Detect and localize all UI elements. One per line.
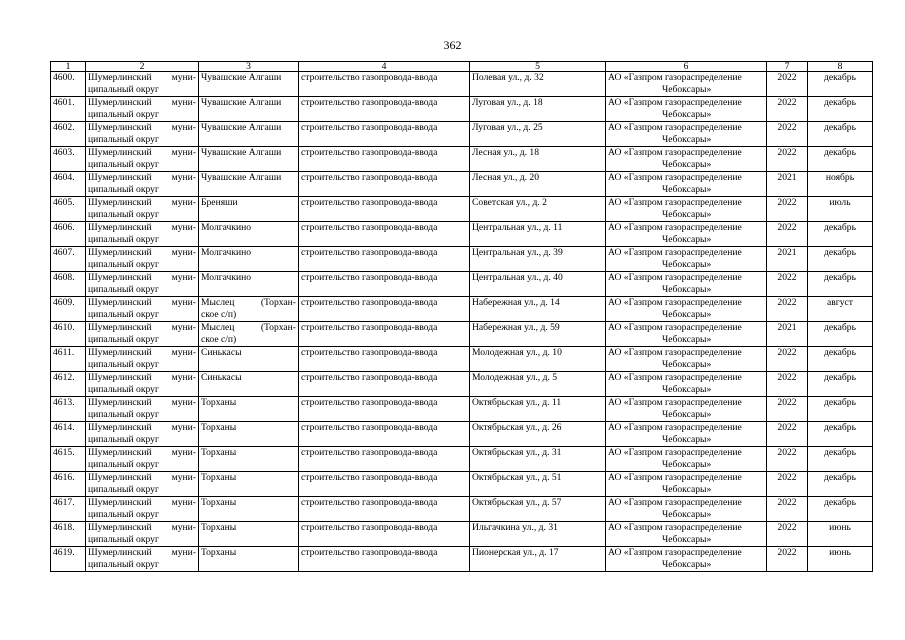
month-cell: декабрь: [808, 147, 873, 172]
year-cell: 2022: [767, 72, 808, 97]
year-cell: 2022: [767, 522, 808, 547]
district-cell-part: Шумерлинский: [88, 197, 152, 208]
district-cell-part: Шумерлинский: [88, 547, 152, 558]
table-body: [51, 72, 873, 572]
organization-name: АО «Газпром газораспределение: [608, 522, 742, 533]
row-number: 4607.: [51, 247, 86, 272]
district-cell-part: муни-: [171, 97, 196, 108]
column-header: 2: [86, 62, 199, 72]
year-cell: 2021: [767, 247, 808, 272]
address-cell: Полевая ул., д. 32: [470, 72, 606, 97]
organization-cell: [606, 122, 767, 147]
month-cell: июнь: [808, 522, 873, 547]
row-number: 4617.: [51, 497, 86, 522]
row-number: 4603.: [51, 147, 86, 172]
district-cell-part: ципальный округ: [88, 309, 159, 320]
organization-cell: [606, 497, 767, 522]
settlement-cell: Молгачкино: [199, 222, 299, 247]
district-cell-part: Шумерлинский: [88, 147, 152, 158]
organization-city: Чебоксары»: [662, 359, 712, 370]
organization-cell: [606, 522, 767, 547]
organization-city: Чебоксары»: [662, 159, 712, 170]
settlement-cell: Синькасы: [199, 372, 299, 397]
year-cell: 2022: [767, 447, 808, 472]
settlement-cell: Чувашские Алгаши: [199, 147, 299, 172]
district-cell-part: Шумерлинский: [88, 322, 152, 333]
district-cell: [86, 72, 199, 97]
organization-name: АО «Газпром газораспределение: [608, 197, 742, 208]
district-cell-part: ципальный округ: [88, 209, 159, 220]
row-number: 4619.: [51, 547, 86, 572]
organization-name: АО «Газпром газораспределение: [608, 397, 742, 408]
work-type-cell: строительство газопровода-ввода: [299, 147, 470, 172]
settlement-cell: Молгачкино: [199, 247, 299, 272]
year-cell: 2022: [767, 497, 808, 522]
district-cell: [86, 147, 199, 172]
district-cell-part: Шумерлинский: [88, 297, 152, 308]
table-row: [51, 147, 873, 172]
district-cell-part: муни-: [171, 472, 196, 483]
address-cell: Октябрьская ул., д. 51: [470, 472, 606, 497]
settlement-cell-part: (Торхан-: [260, 322, 296, 333]
settlement-cell: Торханы: [199, 522, 299, 547]
district-cell-part: Шумерлинский: [88, 347, 152, 358]
address-cell: Октябрьская ул., д. 26: [470, 422, 606, 447]
table-row: [51, 472, 873, 497]
organization-name: АО «Газпром газораспределение: [608, 297, 742, 308]
table-row: [51, 397, 873, 422]
district-cell-part: ципальный округ: [88, 109, 159, 120]
work-type-cell: строительство газопровода-ввода: [299, 97, 470, 122]
work-type-cell: строительство газопровода-ввода: [299, 197, 470, 222]
district-cell-part: муни-: [171, 322, 196, 333]
district-cell: [86, 122, 199, 147]
address-cell: Молодежная ул., д. 10: [470, 347, 606, 372]
settlement-cell: Торханы: [199, 472, 299, 497]
column-number-row: [51, 62, 873, 72]
month-cell: июнь: [808, 547, 873, 572]
settlement-cell: [199, 297, 299, 322]
district-cell-part: ципальный округ: [88, 559, 159, 570]
table-row: [51, 197, 873, 222]
column-header: 6: [606, 62, 767, 72]
organization-name: АО «Газпром газораспределение: [608, 547, 742, 558]
column-header: 4: [299, 62, 470, 72]
district-cell-part: ципальный округ: [88, 459, 159, 470]
month-cell: декабрь: [808, 447, 873, 472]
district-cell-part: муни-: [171, 297, 196, 308]
organization-city: Чебоксары»: [662, 109, 712, 120]
table-row: [51, 547, 873, 572]
district-cell-part: ципальный округ: [88, 384, 159, 395]
work-type-cell: строительство газопровода-ввода: [299, 122, 470, 147]
district-cell-part: Шумерлинский: [88, 172, 152, 183]
district-cell-part: муни-: [171, 247, 196, 258]
organization-name: АО «Газпром газораспределение: [608, 172, 742, 183]
district-cell-part: муни-: [171, 347, 196, 358]
table-row: [51, 422, 873, 447]
month-cell: декабрь: [808, 322, 873, 347]
work-type-cell: строительство газопровода-ввода: [299, 447, 470, 472]
organization-city: Чебоксары»: [662, 309, 712, 320]
district-cell-part: муни-: [171, 397, 196, 408]
work-type-cell: строительство газопровода-ввода: [299, 347, 470, 372]
month-cell: декабрь: [808, 222, 873, 247]
organization-name: АО «Газпром газораспределение: [608, 472, 742, 483]
table-row: [51, 72, 873, 97]
organization-name: АО «Газпром газораспределение: [608, 147, 742, 158]
organization-cell: [606, 272, 767, 297]
district-cell-part: ципальный округ: [88, 184, 159, 195]
district-cell: [86, 297, 199, 322]
table-row: [51, 322, 873, 347]
district-cell: [86, 322, 199, 347]
work-type-cell: строительство газопровода-ввода: [299, 72, 470, 97]
district-cell: [86, 172, 199, 197]
column-header: 7: [767, 62, 808, 72]
month-cell: декабрь: [808, 347, 873, 372]
table-row: [51, 447, 873, 472]
data-table: [50, 61, 873, 572]
year-cell: 2022: [767, 372, 808, 397]
address-cell: Лесная ул., д. 20: [470, 172, 606, 197]
address-cell: Луговая ул., д. 18: [470, 97, 606, 122]
organization-cell: [606, 422, 767, 447]
organization-cell: [606, 547, 767, 572]
district-cell: [86, 197, 199, 222]
organization-name: АО «Газпром газораспределение: [608, 447, 742, 458]
settlement-cell: Торханы: [199, 497, 299, 522]
district-cell-part: ципальный округ: [88, 159, 159, 170]
organization-cell: [606, 322, 767, 347]
district-cell-part: муни-: [171, 547, 196, 558]
row-number: 4602.: [51, 122, 86, 147]
work-type-cell: строительство газопровода-ввода: [299, 272, 470, 297]
district-cell-part: ципальный округ: [88, 334, 159, 345]
organization-name: АО «Газпром газораспределение: [608, 222, 742, 233]
organization-cell: [606, 447, 767, 472]
district-cell-part: Шумерлинский: [88, 272, 152, 283]
column-header: 8: [808, 62, 873, 72]
address-cell: Центральная ул., д. 11: [470, 222, 606, 247]
district-cell-part: муни-: [171, 172, 196, 183]
address-cell: Октябрьская ул., д. 11: [470, 397, 606, 422]
address-cell: Центральная ул., д. 40: [470, 272, 606, 297]
organization-city: Чебоксары»: [662, 434, 712, 445]
settlement-cell: Молгачкино: [199, 272, 299, 297]
table-row: [51, 497, 873, 522]
district-cell-part: муни-: [171, 497, 196, 508]
settlement-cell: Чувашские Алгаши: [199, 122, 299, 147]
district-cell-part: Шумерлинский: [88, 222, 152, 233]
organization-city: Чебоксары»: [662, 84, 712, 95]
work-type-cell: строительство газопровода-ввода: [299, 372, 470, 397]
district-cell: [86, 472, 199, 497]
district-cell: [86, 247, 199, 272]
organization-city: Чебоксары»: [662, 259, 712, 270]
district-cell-part: Шумерлинский: [88, 122, 152, 133]
year-cell: 2022: [767, 147, 808, 172]
district-cell-part: муни-: [171, 122, 196, 133]
organization-city: Чебоксары»: [662, 384, 712, 395]
organization-city: Чебоксары»: [662, 534, 712, 545]
settlement-cell: Торханы: [199, 397, 299, 422]
organization-name: АО «Газпром газораспределение: [608, 247, 742, 258]
settlement-cell: Чувашские Алгаши: [199, 72, 299, 97]
year-cell: 2021: [767, 172, 808, 197]
organization-name: АО «Газпром газораспределение: [608, 122, 742, 133]
table-row: [51, 297, 873, 322]
settlement-cell: Чувашские Алгаши: [199, 97, 299, 122]
organization-name: АО «Газпром газораспределение: [608, 347, 742, 358]
organization-city: Чебоксары»: [662, 509, 712, 520]
month-cell: август: [808, 297, 873, 322]
organization-city: Чебоксары»: [662, 409, 712, 420]
work-type-cell: строительство газопровода-ввода: [299, 497, 470, 522]
organization-cell: [606, 72, 767, 97]
settlement-cell-part: (Торхан-: [260, 297, 296, 308]
address-cell: Набережная ул., д. 59: [470, 322, 606, 347]
row-number: 4618.: [51, 522, 86, 547]
row-number: 4600.: [51, 72, 86, 97]
column-header: 5: [470, 62, 606, 72]
district-cell: [86, 397, 199, 422]
district-cell-part: муни-: [171, 197, 196, 208]
row-number: 4615.: [51, 447, 86, 472]
district-cell-part: муни-: [171, 72, 196, 83]
table-row: [51, 122, 873, 147]
row-number: 4608.: [51, 272, 86, 297]
month-cell: декабрь: [808, 397, 873, 422]
district-cell-part: ципальный округ: [88, 359, 159, 370]
settlement-cell-part: Мыслец: [201, 297, 235, 308]
district-cell-part: Шумерлинский: [88, 97, 152, 108]
organization-name: АО «Газпром газораспределение: [608, 372, 742, 383]
organization-cell: [606, 247, 767, 272]
organization-city: Чебоксары»: [662, 184, 712, 195]
district-cell-part: ципальный округ: [88, 134, 159, 145]
district-cell-part: Шумерлинский: [88, 472, 152, 483]
district-cell: [86, 497, 199, 522]
year-cell: 2022: [767, 122, 808, 147]
organization-city: Чебоксары»: [662, 559, 712, 570]
district-cell-part: ципальный округ: [88, 259, 159, 270]
settlement-cell-part: Мыслец: [201, 322, 235, 333]
month-cell: декабрь: [808, 247, 873, 272]
settlement-cell: Торханы: [199, 547, 299, 572]
district-cell-part: ципальный округ: [88, 84, 159, 95]
organization-city: Чебоксары»: [662, 484, 712, 495]
table-row: [51, 522, 873, 547]
month-cell: декабрь: [808, 272, 873, 297]
district-cell-part: Шумерлинский: [88, 372, 152, 383]
table-row: [51, 347, 873, 372]
district-cell-part: Шумерлинский: [88, 422, 152, 433]
organization-city: Чебоксары»: [662, 209, 712, 220]
year-cell: 2022: [767, 547, 808, 572]
work-type-cell: строительство газопровода-ввода: [299, 522, 470, 547]
district-cell-part: ципальный округ: [88, 509, 159, 520]
settlement-cell: Бреняши: [199, 197, 299, 222]
row-number: 4604.: [51, 172, 86, 197]
district-cell: [86, 522, 199, 547]
district-cell-part: Шумерлинский: [88, 497, 152, 508]
district-cell-part: Шумерлинский: [88, 447, 152, 458]
district-cell: [86, 97, 199, 122]
table-row: [51, 172, 873, 197]
table-row: [51, 222, 873, 247]
organization-cell: [606, 472, 767, 497]
settlement-cell: Синькасы: [199, 347, 299, 372]
organization-city: Чебоксары»: [662, 284, 712, 295]
organization-city: Чебоксары»: [662, 234, 712, 245]
district-cell-part: муни-: [171, 222, 196, 233]
organization-city: Чебоксары»: [662, 459, 712, 470]
month-cell: ноябрь: [808, 172, 873, 197]
month-cell: декабрь: [808, 422, 873, 447]
district-cell-part: Шумерлинский: [88, 397, 152, 408]
row-number: 4616.: [51, 472, 86, 497]
district-cell: [86, 422, 199, 447]
district-cell-part: Шумерлинский: [88, 72, 152, 83]
month-cell: июль: [808, 197, 873, 222]
year-cell: 2022: [767, 347, 808, 372]
month-cell: декабрь: [808, 472, 873, 497]
address-cell: Пионерская ул., д. 17: [470, 547, 606, 572]
district-cell-part: муни-: [171, 522, 196, 533]
district-cell-part: муни-: [171, 422, 196, 433]
work-type-cell: строительство газопровода-ввода: [299, 422, 470, 447]
district-cell-part: ципальный округ: [88, 409, 159, 420]
organization-cell: [606, 397, 767, 422]
settlement-cell: Чувашские Алгаши: [199, 172, 299, 197]
organization-cell: [606, 197, 767, 222]
work-type-cell: строительство газопровода-ввода: [299, 247, 470, 272]
column-header: 3: [199, 62, 299, 72]
year-cell: 2022: [767, 197, 808, 222]
column-header: 1: [51, 62, 86, 72]
organization-cell: [606, 372, 767, 397]
year-cell: 2022: [767, 222, 808, 247]
row-number: 4610.: [51, 322, 86, 347]
district-cell-part: муни-: [171, 447, 196, 458]
year-cell: 2022: [767, 397, 808, 422]
work-type-cell: строительство газопровода-ввода: [299, 297, 470, 322]
district-cell: [86, 347, 199, 372]
month-cell: декабрь: [808, 122, 873, 147]
district-cell: [86, 547, 199, 572]
district-cell-part: Шумерлинский: [88, 247, 152, 258]
organization-cell: [606, 97, 767, 122]
address-cell: Октябрьская ул., д. 57: [470, 497, 606, 522]
address-cell: Молодежная ул., д. 5: [470, 372, 606, 397]
year-cell: 2022: [767, 97, 808, 122]
district-cell: [86, 372, 199, 397]
settlement-cell-part: ское с/п): [201, 334, 237, 345]
district-cell-part: ципальный округ: [88, 534, 159, 545]
district-cell-part: муни-: [171, 372, 196, 383]
table-row: [51, 247, 873, 272]
month-cell: декабрь: [808, 72, 873, 97]
address-cell: Набережная ул., д. 14: [470, 297, 606, 322]
district-cell-part: ципальный округ: [88, 484, 159, 495]
address-cell: Лесная ул., д. 18: [470, 147, 606, 172]
year-cell: 2022: [767, 422, 808, 447]
organization-name: АО «Газпром газораспределение: [608, 422, 742, 433]
table-row: [51, 372, 873, 397]
row-number: 4605.: [51, 197, 86, 222]
organization-name: АО «Газпром газораспределение: [608, 97, 742, 108]
district-cell-part: ципальный округ: [88, 234, 159, 245]
district-cell-part: муни-: [171, 272, 196, 283]
settlement-cell: Торханы: [199, 422, 299, 447]
table-row: [51, 97, 873, 122]
row-number: 4614.: [51, 422, 86, 447]
organization-cell: [606, 297, 767, 322]
month-cell: декабрь: [808, 497, 873, 522]
settlement-cell: [199, 322, 299, 347]
row-number: 4609.: [51, 297, 86, 322]
work-type-cell: строительство газопровода-ввода: [299, 222, 470, 247]
row-number: 4611.: [51, 347, 86, 372]
district-cell: [86, 272, 199, 297]
organization-cell: [606, 147, 767, 172]
row-number: 4606.: [51, 222, 86, 247]
month-cell: декабрь: [808, 97, 873, 122]
district-cell-part: ципальный округ: [88, 284, 159, 295]
work-type-cell: строительство газопровода-ввода: [299, 472, 470, 497]
organization-cell: [606, 172, 767, 197]
district-cell: [86, 222, 199, 247]
work-type-cell: строительство газопровода-ввода: [299, 547, 470, 572]
page-number: 362: [443, 38, 462, 52]
settlement-cell: Торханы: [199, 447, 299, 472]
year-cell: 2021: [767, 322, 808, 347]
district-cell-part: Шумерлинский: [88, 522, 152, 533]
row-number: 4601.: [51, 97, 86, 122]
organization-name: АО «Газпром газораспределение: [608, 272, 742, 283]
address-cell: Октябрьская ул., д. 31: [470, 447, 606, 472]
organization-city: Чебоксары»: [662, 134, 712, 145]
year-cell: 2022: [767, 272, 808, 297]
district-cell-part: муни-: [171, 147, 196, 158]
organization-cell: [606, 347, 767, 372]
year-cell: 2022: [767, 472, 808, 497]
month-cell: декабрь: [808, 372, 873, 397]
organization-cell: [606, 222, 767, 247]
settlement-cell-part: ское с/п): [201, 309, 237, 320]
address-cell: Луговая ул., д. 25: [470, 122, 606, 147]
district-cell: [86, 447, 199, 472]
organization-name: АО «Газпром газораспределение: [608, 72, 742, 83]
organization-name: АО «Газпром газораспределение: [608, 322, 742, 333]
work-type-cell: строительство газопровода-ввода: [299, 397, 470, 422]
work-type-cell: строительство газопровода-ввода: [299, 172, 470, 197]
organization-city: Чебоксары»: [662, 334, 712, 345]
district-cell-part: ципальный округ: [88, 434, 159, 445]
work-type-cell: строительство газопровода-ввода: [299, 322, 470, 347]
table-row: [51, 272, 873, 297]
address-cell: Центральная ул., д. 39: [470, 247, 606, 272]
address-cell: Советская ул., д. 2: [470, 197, 606, 222]
address-cell: Ильгачкина ул., д. 31: [470, 522, 606, 547]
row-number: 4612.: [51, 372, 86, 397]
year-cell: 2022: [767, 297, 808, 322]
organization-name: АО «Газпром газораспределение: [608, 497, 742, 508]
row-number: 4613.: [51, 397, 86, 422]
